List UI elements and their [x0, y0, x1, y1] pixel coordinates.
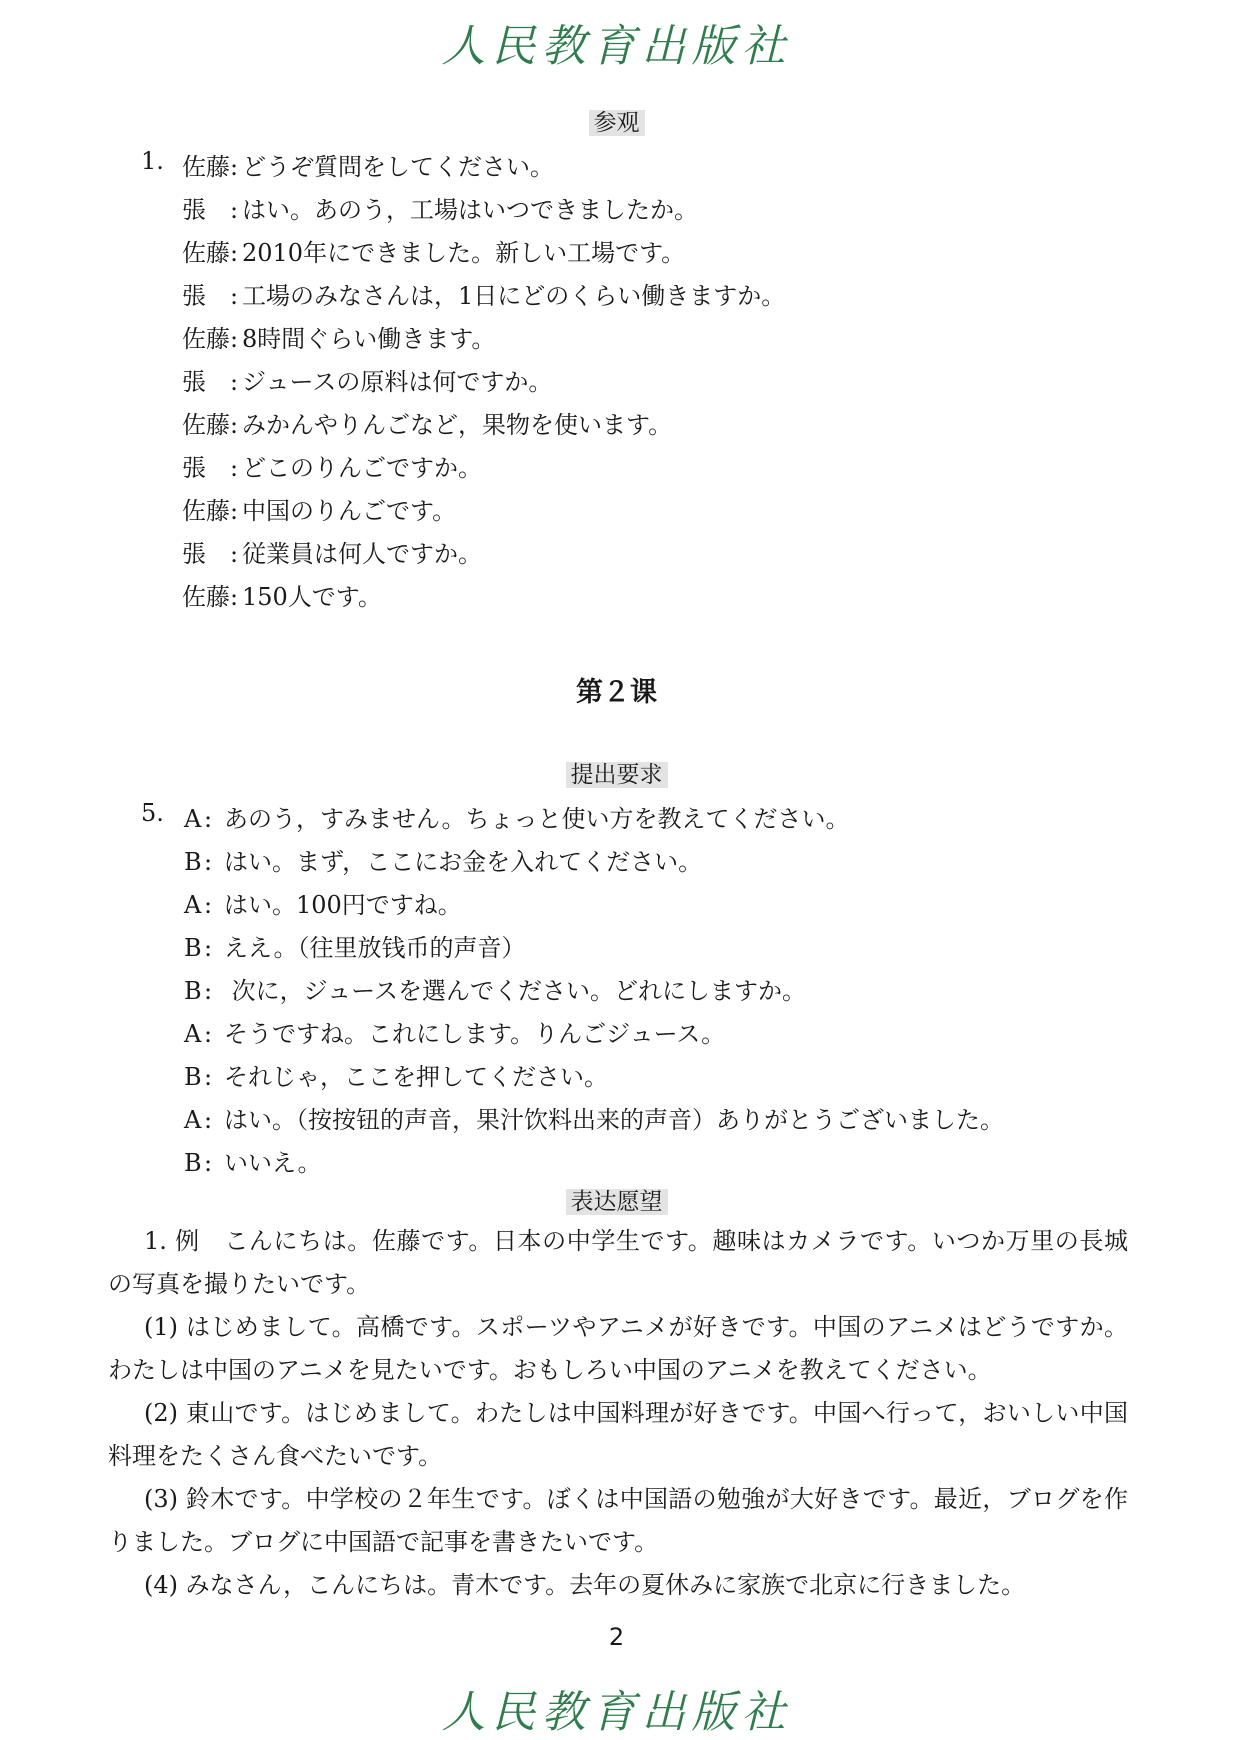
dialogue-line: 佐藤: 2010年にできました。新しい工場です。	[182, 239, 686, 267]
dialogue-line: A : はい。（按按钮的声音，果汁饮料出来的声音）ありがとうございました。	[184, 1106, 1004, 1134]
dialogue-line: 佐藤: 8時間ぐらい働きます。	[182, 325, 496, 353]
page-number: 2	[608, 1623, 625, 1651]
item-number: 1.	[141, 147, 164, 175]
dialogue-line: B: それじゃ，ここを押してください。	[184, 1063, 608, 1091]
dialogue-line: 張 : 従業員は何人ですか。	[182, 540, 482, 568]
dialogue-line: B: いいえ。	[184, 1149, 322, 1177]
paragraph-2: (2) 東山です。はじめまして。わたしは中国料理が好きです。中国へ行って，おいしい中国料理をたくさん食べたいです。	[108, 1399, 1128, 1470]
dialogue-line: 張 : はい。あのう，工場はいつできましたか。	[182, 196, 698, 224]
dialogue-line: B: はい。まず，ここにお金を入れてください。	[184, 848, 703, 876]
dialogue-line: B: 次に，ジュースを選んでください。どれにしますか。	[184, 977, 806, 1005]
dialogue-line: A : そうですね。これにします。りんごジュース。	[184, 1020, 726, 1048]
section-title-request: 提出要求	[0, 756, 1233, 789]
dialogue-line: 張 : 工場のみなさんは，1日にどのくらい働きますか。	[182, 282, 786, 310]
paragraph-3: (3) 鈴木です。中学校の２年生です。ぼくは中国語の勉強が大好きです。最近，ブログを作りました。ブログに中国語で記事を書きたいです。	[108, 1485, 1128, 1556]
dialogue-line: 佐藤: どうぞ質問をしてください。	[182, 153, 554, 181]
publisher-logo-bottom: 人民教育出版社	[441, 1687, 792, 1738]
dialogue-line: B: ええ。（往里放钱币的声音）	[184, 934, 526, 962]
section-title-visit: 参观	[0, 104, 1233, 137]
dialogue-line: 張 : どこのりんごですか。	[182, 454, 482, 482]
dialogue-line: 佐藤: 中国のりんごです。	[182, 497, 457, 525]
paragraph-1: (1) はじめまして。高橋です。スポーツやアニメが好きです。中国のアニメはどうですか。わたしは中国のアニメを見たいです。おもしろい中国のアニメを教えてください。	[108, 1313, 1128, 1384]
paragraph-4: (4) みなさん，こんにちは。青木です。去年の夏休みに家族で北京に行きました。	[144, 1571, 1026, 1599]
dialogue-line: 佐藤: みかんやりんごなど，果物を使います。	[182, 411, 673, 439]
dialogue-line: 佐藤: 150人です。	[182, 583, 382, 611]
dialogue-line: A : はい。100円ですね。	[184, 891, 462, 919]
item-number: 5.	[141, 799, 164, 827]
section-title-wish: 表达愿望	[0, 1183, 1233, 1216]
paragraph-example: 1. 例 こんにちは。佐藤です。日本の中学生です。趣味はカメラです。いつか万里の長城の写真を撮りたいです。	[108, 1227, 1128, 1298]
dialogue-line: 張 : ジュースの原料は何ですか。	[182, 368, 553, 396]
lesson-title: 第２课	[576, 677, 657, 708]
dialogue-line: A : あのう，すみません。ちょっと使い方を教えてください。	[184, 805, 850, 833]
publisher-logo-top: 人民教育出版社	[441, 21, 792, 72]
